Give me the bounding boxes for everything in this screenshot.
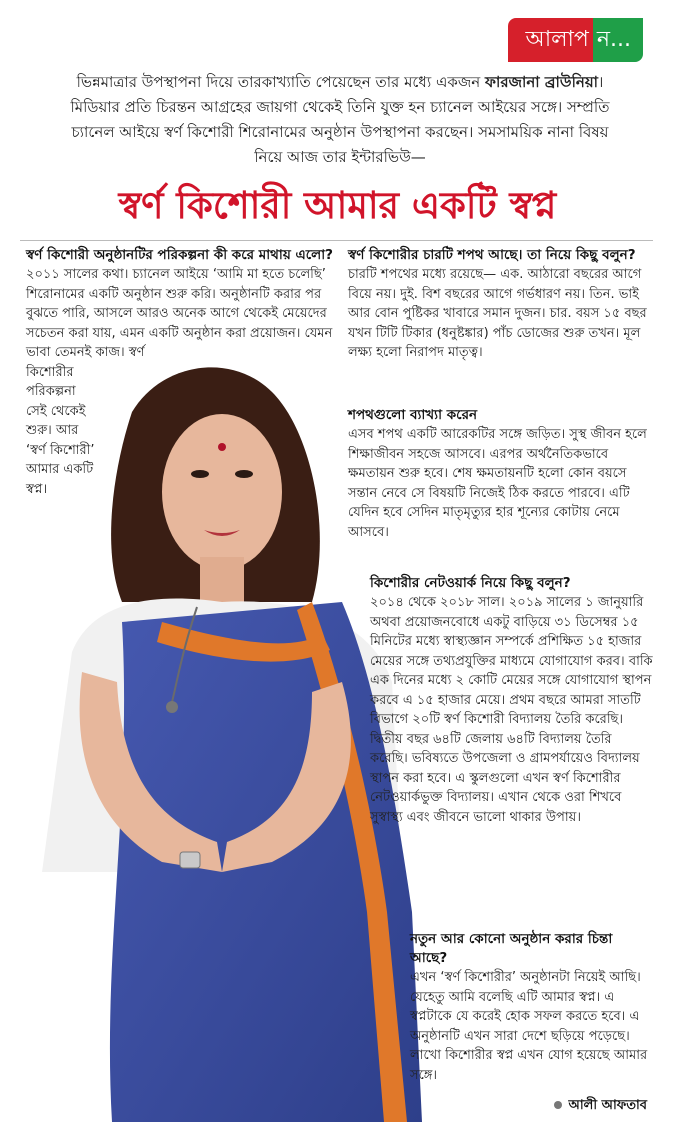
author-credit xyxy=(554,1096,647,1117)
answer-1-continued: কিশোরীর পরিকল্পনা সেই থেকেই শুরু। আর ‘স্বর্ণ কিশোরী’ আমার একটি স্বপ্ন। xyxy=(26,364,95,497)
intro-rest: । মিডিয়ার প্রতি চিরন্তন আগ্রহের জায়গা থেকেই তিনি যুক্ত হন চ্যানেল আইয়ের সঙ্গে। সম্প্রতি চ্যানেল আইয়ে স্বর্ণ কিশোরী শিরোনামের অনুষ্ঠান উপস্থাপনা করছেন। সমসাময়িক নানা বিষয় নিয়ে আজ তার ইন্টারভিউ— xyxy=(70,73,610,166)
qa-block-4 xyxy=(370,574,653,827)
section-banner xyxy=(508,18,644,62)
qa-block-5 xyxy=(410,930,653,1085)
question-5: নতুন আর কোনো অনুষ্ঠান করার চিন্তা আছে? xyxy=(410,931,613,966)
answer-2: চারটি শপথের মধ্যে রয়েছে— এক. আঠারো বছরের আগে বিয়ে নয়। দুই. বিশ বছরের আগে গর্ভধারণ নয়। তিন. ভাই আর বোন পুষ্টিকর খাবারে সমান দুজন। চার. বয়স ১৫ বছর যখন টিটি টিকার (ধনুষ্টঙ্কার) পাঁচ ডোজের শুরু তখন। মূল লক্ষ্য হলো নিরাপদ মাতৃত্ব। xyxy=(348,267,647,360)
answer-1: ২০১১ সালের কথা। চ্যানেল আইয়ে ‘আমি মা হতে চলেছি’ শিরোনামের একটি অনুষ্ঠান শুরু করি। অনুষ্ঠানটি করার পর বুঝতে পারি, আসলে আরও অনেক আগে থেকেই মেয়েদের সচেতন করা যায়, এমন একটি অনুষ্ঠান করা প্রয়োজন। যেমন ভাবা তেমনই কাজ। স্বর্ণ xyxy=(26,267,333,360)
banner-green-part: ন... xyxy=(593,18,643,62)
answer-5: এখন ‘স্বর্ণ কিশোরীর’ অনুষ্ঠানটা নিয়েই আছি। যেহেতু আমি বলেছি এটি আমার স্বপ্ন। এ স্বপ্নটাকে যে করেই হোক সফল করতে হবে। এ অনুষ্ঠানটি এখন সারা দেশে ছড়িয়ে পড়েছে। লাখো কিশোরীর স্বপ্ন এখন যোগ হয়েছে আমার সঙ্গে। xyxy=(410,970,648,1083)
question-1: স্বর্ণ কিশোরী অনুষ্ঠানটির পরিকল্পনা কী করে মাথায় এলো? xyxy=(26,247,333,263)
interviewee-name: ফারজানা ব্রাউনিয়া xyxy=(485,73,599,91)
headline: স্বর্ণ কিশোরী আমার একটি স্বপ্ন xyxy=(118,183,557,227)
bullet-icon xyxy=(554,1101,562,1109)
question-3: শপথগুলো ব্যাখ্যা করেন xyxy=(348,407,478,423)
intro-line: ভিন্নমাত্রার উপস্থাপনা দিয়ে তারকাখ্যাতি পেয়েছেন তার মধ্যে একজন xyxy=(76,73,481,91)
question-4: কিশোরীর নেটওয়ার্ক নিয়ে কিছু বলুন? xyxy=(370,575,571,591)
qa-block-1 xyxy=(26,246,340,499)
divider xyxy=(20,240,653,241)
qa-block-2 xyxy=(348,246,653,363)
qa-block-3 xyxy=(348,406,653,542)
intro-paragraph xyxy=(60,70,620,170)
answer-4: ২০১৪ থেকে ২০১৮ সাল। ২০১৯ সালের ১ জানুয়ারি অথবা প্রয়োজনবোধে একটু বাড়িয়ে ৩১ ডিসেম্বর ১৫ মিনিটের মধ্যে স্বাস্থ্যজ্ঞান সম্পর্কে প্রশিক্ষিত ১৫ হাজার মেয়ের সঙ্গে তথ্যপ্রযুক্তির মাধ্যমে যোগাযোগ করব। বাকি এক দিনের মধ্যে ২ কোটি মেয়ের সঙ্গে যোগাযোগ স্থাপন করবে এ ১৫ হাজার মেয়ে। প্রথম বছরে আমরা সাতটি বিভাগে ২০টি স্বর্ণ কিশোরী বিদ্যালয় তৈরি করেছি। দ্বিতীয় বছর ৬৪টি জেলায় ৬৪টি বিদ্যালয় তৈরি করেছি। ভবিষ্যতে উপজেলা ও গ্রামপর্যায়েও বিদ্যালয় স্থাপন করা হবে। এ স্কুলগুলো এখন স্বর্ণ কিশোরীর নেটওয়ার্কভুক্ত বিদ্যালয়। এখান থেকে ওরা শিখবে সুস্বাস্থ্য এবং জীবনে ভালো থাকার উপায়। xyxy=(370,595,653,825)
author-name: আলী আফতাব xyxy=(568,1098,647,1113)
banner-red-part: আলাপ xyxy=(508,18,593,62)
answer-3: এসব শপথ একটি আরেকটির সঙ্গে জড়িত। সুস্থ জীবন হলে শিক্ষাজীবন সহজে আসবে। এরপর অর্থনৈতিকভাবে ক্ষমতায়ন শুরু হবে। শেষ ক্ষমতায়নটি হলো কোন বয়সে সন্তান নেবে সে বিষয়টি নিজেই ঠিক করতে পারবে। এটি যেদিন হবে সেদিন মাতৃমৃত্যুর হার শূন্যের কোটায় নেমে আসবে। xyxy=(348,427,647,540)
question-2: স্বর্ণ কিশোরীর চারটি শপথ আছে। তা নিয়ে কিছু বলুন? xyxy=(348,247,636,263)
